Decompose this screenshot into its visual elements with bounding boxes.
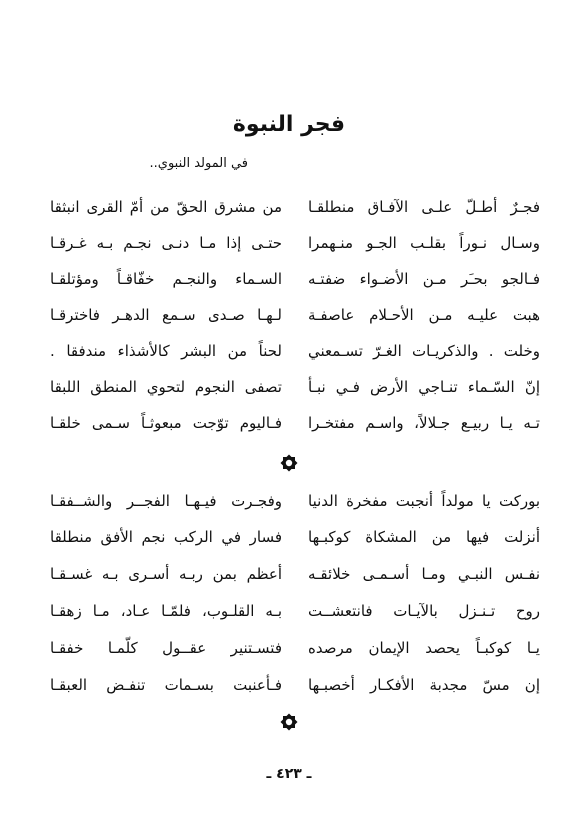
verse-1-first-hemistich: فجـرٌ أطـلّ علـى الآفـاق منطلقـا	[308, 198, 540, 216]
verse-6-first-hemistich: إنّ السّـماء تنـاجي الأرض فـي نبـأ	[308, 378, 540, 396]
verse-2-first-hemistich: وسـال نـوراً بقلـب الجـو منـهمرا	[308, 234, 540, 252]
verse-7-second-hemistich: فـاليوم توّجت مبعوثـاً سـمى خلقـا	[50, 414, 282, 432]
verse-4-first-hemistich: هبت عليـه مـن الأحـلام عاصفـة	[308, 306, 540, 324]
verse-2-second-hemistich: حتـى إذا مـا دنـى نجـم بـه غـرقـا	[50, 234, 282, 252]
verse-9-second-hemistich: فسار في الركب نجم الأفق منطلقا	[50, 528, 282, 546]
eight-point-star-icon	[279, 453, 299, 473]
verse-13-second-hemistich: فـأعنبت بسـمات تنفـض العبقـا	[50, 676, 282, 694]
eight-point-star-icon	[279, 712, 299, 732]
verse-7-first-hemistich: تـه يـا ربيـع جـلالاً، واسـم مفتخـرا	[308, 414, 540, 432]
verse-11-first-hemistich: روح تـنـزل بالآيـات فانتعشــت	[308, 602, 540, 620]
verse-3-second-hemistich: السـماء والنجـم خفّاقـاً ومؤتلقـا	[50, 270, 282, 288]
verse-5-first-hemistich: وخلت . والذكريـات الغـرّ تسـمعني	[308, 342, 540, 360]
verse-6-second-hemistich: تصفى النجوم لتحوي المنطق اللبقا	[50, 378, 282, 396]
verse-10-first-hemistich: نفـس النبـي ومـا أسـمـى خلائقـه	[308, 565, 540, 583]
verse-13-first-hemistich: إن مسّ مجدبة الأفكـار أخصبـها	[308, 676, 540, 694]
verse-1-second-hemistich: من مشرق الحقّ من أمّ القرى انبثقا	[50, 198, 282, 216]
verse-9-first-hemistich: أنزلت فيها من المشكاة كوكبـها	[308, 528, 540, 546]
verse-11-second-hemistich: بـه القلـوب، فلمّـا عـاد، مـا زهقـا	[50, 602, 282, 620]
verse-12-second-hemistich: فتسـتنير عقــول كلّمـا خفقـا	[50, 639, 282, 657]
verse-3-first-hemistich: فـالجو بحـَر مـن الأضـواء ضفتـه	[308, 270, 540, 288]
poem-subtitle: في المولد النبوي..	[149, 156, 248, 171]
verse-10-second-hemistich: أعظم بمن ربـه أسـرى بـه غسـقـا	[50, 565, 282, 583]
verse-4-second-hemistich: لـهـا صـدى سـمع الدهـر فاخترقـا	[50, 306, 282, 324]
verse-5-second-hemistich: لحناً من البشر كالأشذاء مندفقا .	[50, 342, 282, 360]
verse-8-first-hemistich: بوركت يا مولداً أنجبت مفخرة الدنيا	[308, 492, 540, 510]
verse-8-second-hemistich: وفجـرت فيـهـا الفجــر والشــفقـا	[50, 492, 282, 510]
verse-12-first-hemistich: يـا كوكبـاً يحصد الإيمان مرصده	[308, 639, 540, 657]
poem-title: فجر النبوة	[232, 112, 346, 137]
page-number: ـ ٤٢٣ ـ	[266, 766, 312, 782]
